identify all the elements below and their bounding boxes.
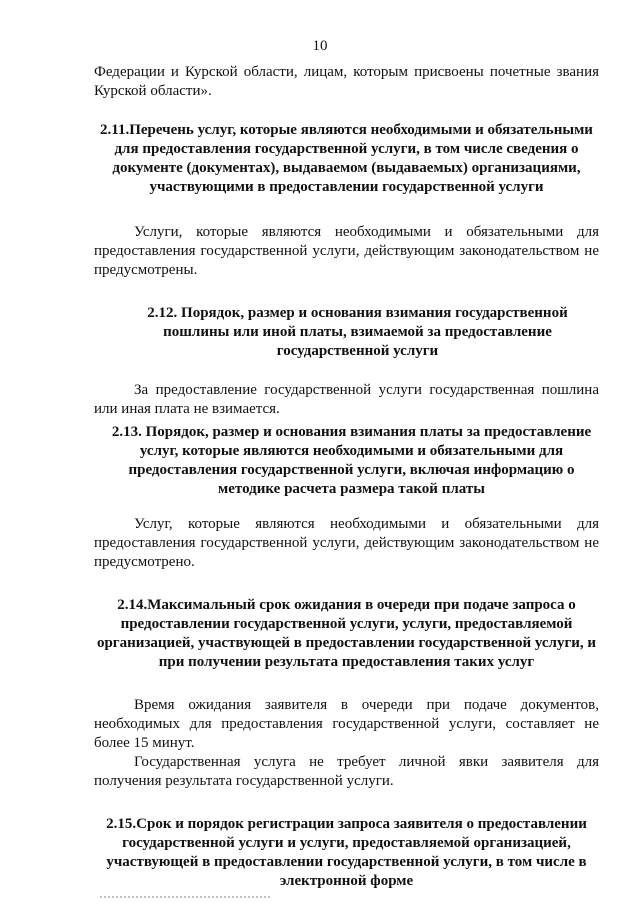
section-paragraph-2-13: Услуг, которые являются необходимыми и обязательными для предоставления государственной услуги, действующим законодательством не предусмотрено. (94, 516, 599, 570)
section-paragraph-2-11: Услуги, которые являются необходимыми и обязательными для предоставления государственной услуги, действующим законодательством не предусмотрены. (94, 224, 599, 278)
section-paragraph-2-14-b: Государственная услуга не требует личной явки заявителя для получения результата государственной услуги. (94, 754, 599, 789)
section-heading-2-15: 2.15.Срок и порядок регистрации запроса заявителя о предоставлении государственной услуги и услуги, предоставляемой организацией, участвующей в предоставлении государственной услуги, в том числе в электронной форме (106, 816, 587, 889)
section-heading-2-14: 2.14.Максимальный срок ожидания в очереди при подаче запроса о предоставлении государственной услуги, услуги, предоставляемой организацией, участвующей в предоставлении государственной услуги, и при получении результата предоставления таких услуг (96, 597, 597, 670)
section-paragraph-2-14-a: Время ожидания заявителя в очереди при подаче документов, необходимых для предоставления государственной услуги, составляет не более 15 минут. (94, 697, 599, 751)
intro-paragraph: Федерации и Курской области, лицам, которым присвоены почетные звания Курской области». (94, 64, 599, 99)
section-paragraph-2-12: За предоставление государственной услуги государственная пошлина или иная плата не взимается. (94, 382, 599, 417)
section-heading-2-11: 2.11.Перечень услуг, которые являются необходимыми и обязательными для предоставления государственной услуги, в том числе сведения о документе (документах), выдаваемом (выдаваемых) организациями, участвующими в предоставлении государственной услуги (100, 122, 593, 195)
page-content (94, 63, 599, 891)
section-heading-2-13: 2.13. Порядок, размер и основания взимания платы за предоставление услуг, которые являются необходимыми и обязательными для предоставления государственной услуги, включая информацию о методике расчета размера такой платы (111, 424, 592, 497)
page-number: 10 (312, 38, 328, 54)
scan-artifact (100, 896, 270, 901)
section-heading-2-12: 2.12. Порядок, размер и основания взимания государственной пошлины или иной платы, взимаемой за предоставление государственной услуги (147, 305, 568, 359)
